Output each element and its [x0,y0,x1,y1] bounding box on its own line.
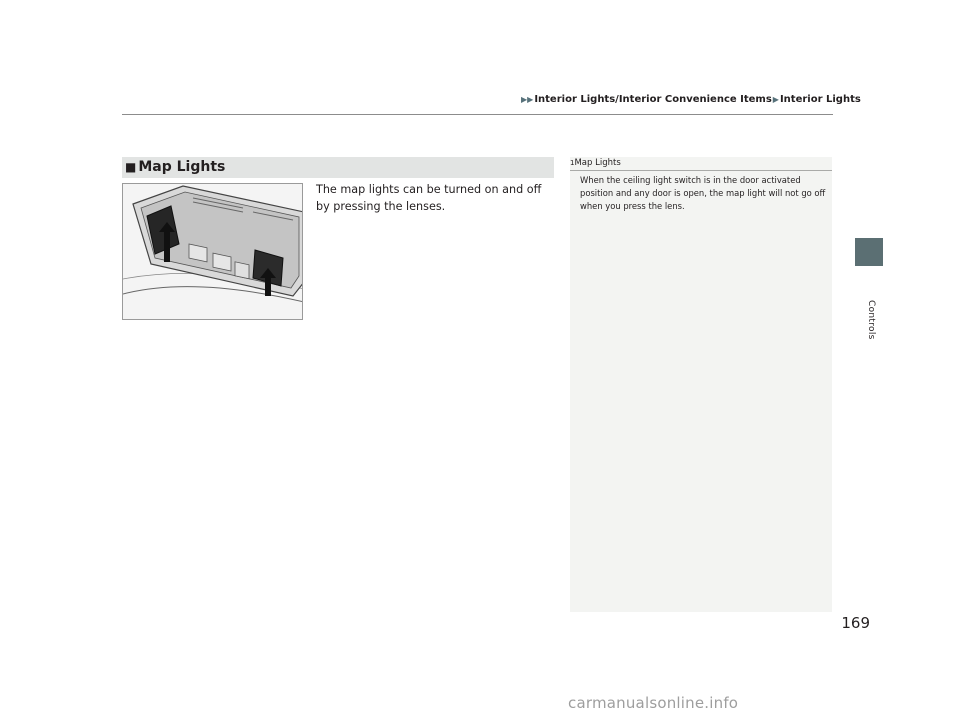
note-number: 1 [570,159,575,167]
breadcrumb-arrow-icon: ▶ [772,95,779,104]
note-title [570,157,621,169]
note-rule [570,170,832,171]
section-title [125,158,225,177]
map-lights-illustration [122,183,303,320]
note-panel [570,157,832,612]
overhead-console-illustration [123,184,303,320]
breadcrumb [520,94,861,105]
note-title-text: Map Lights [574,158,621,168]
note-text: When the ceiling light switch is in the door activated position and any door is open, the map light will not go off when you press the lens. [580,175,826,211]
section-body-text: The map lights can be turned on and off by pressing the lenses. [316,183,542,213]
watermark: carmanualsonline.info [568,694,739,712]
header-rule [122,114,833,115]
breadcrumb-item: Interior Lights [779,94,861,105]
chapter-tab [855,238,883,266]
section-marker-icon: ■ [125,160,137,174]
breadcrumb-arrow-icon: ▶▶ [521,95,534,104]
section-title-text: Map Lights [138,159,226,175]
chapter-tab-label: Controls [866,300,876,340]
breadcrumb-item: Interior Lights/Interior Convenience Items [534,94,772,105]
page-number: 169 [841,614,870,632]
